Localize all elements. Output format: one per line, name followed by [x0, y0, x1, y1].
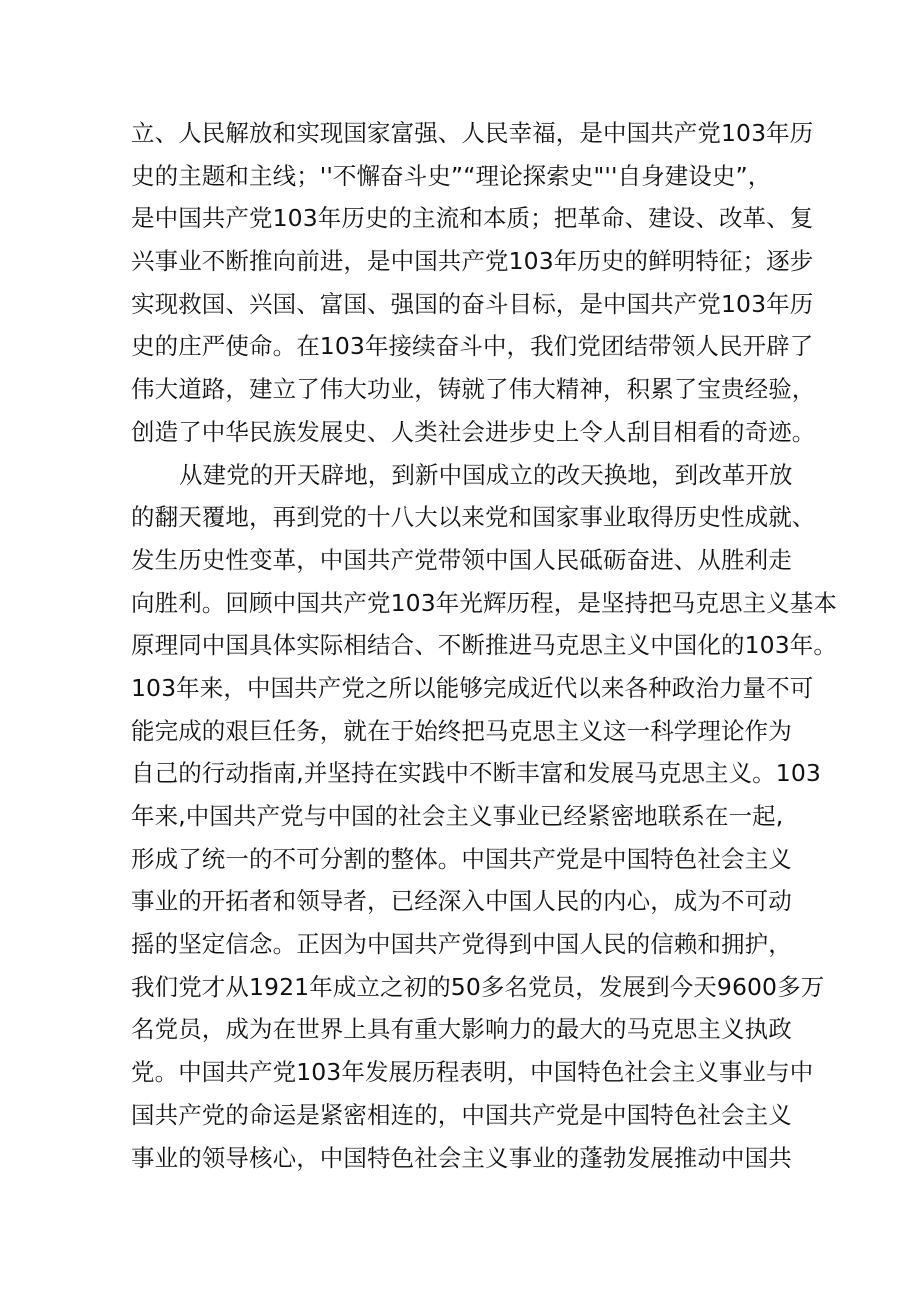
text-line: 史的主题和主线；''不懈奋斗史”“理论探索史"''自身建设史”，	[131, 161, 772, 190]
text-line: 我们党才从1921年成立之初的50多名党员，发展到今天9600多万	[131, 972, 825, 1001]
text-line: 史的庄严使命。在103年接续奋斗中，我们党团结带领人民开辟了	[131, 332, 814, 361]
text-line: 实现救国、兴国、富国、强国的奋斗目标，是中国共产党103年历	[131, 289, 814, 318]
document-body	[131, 112, 837, 1179]
paragraph-1	[131, 112, 816, 454]
text-line: 创造了中华民族发展史、人类社会进步史上令人刮目相看的奇迹。	[131, 417, 816, 446]
text-line: 从建党的开天辟地，到新中国成立的改天换地，到改革开放	[179, 460, 793, 489]
text-line: 形成了统一的不可分割的整体。中国共产党是中国特色社会主义	[131, 844, 792, 873]
text-line: 年来,中国共产党与中国的社会主义事业已经紧密地联系在一起,	[131, 802, 784, 830]
text-line: 原理同中国具体实际相结合、不断推进马克思主义中国化的103年。	[131, 631, 837, 660]
text-line: 兴事业不断推向前进，是中国共产党103年历史的鲜明特征；逐步	[131, 247, 814, 276]
text-line: 事业的开拓者和领导者，已经深入中国人民的内心，成为不可动	[131, 887, 792, 916]
text-line: 是中国共产党103年历史的主流和本质；把革命、建设、改革、复	[131, 204, 814, 233]
paragraph-2	[131, 454, 837, 1180]
text-line: 国共产党的命运是紧密相连的，中国共产党是中国特色社会主义	[131, 1100, 792, 1129]
text-line: 发生历史性变革，中国共产党带领中国人民砥砺奋进、从胜利走	[131, 545, 792, 574]
text-line: 的翻天覆地，再到党的十八大以来党和国家事业取得历史性成就、	[131, 503, 816, 532]
text-line: 伟大道路，建立了伟大功业，铸就了伟大精神，积累了宝贵经验，	[131, 375, 816, 404]
text-line: 向胜利。回顾中国共产党103年光辉历程，是坚持把马克思主义基本	[131, 588, 837, 617]
text-line: 自己的行动指南,并坚持在实践中不断丰富和发展马克思主义。103	[131, 759, 821, 788]
text-line: 党。中国共产党103年发展历程表明，中国特色社会主义事业与中	[131, 1058, 814, 1087]
text-line: 立、人民解放和实现国家富强、人民幸福，是中国共产党103年历	[131, 119, 814, 147]
text-line: 103年来，中国共产党之所以能够完成近代以来各种政治力量不可	[131, 673, 814, 702]
text-line: 能完成的艰巨任务，就在于始终把马克思主义这一科学理论作为	[131, 716, 792, 745]
text-line: 摇的坚定信念。正因为中国共产党得到中国人民的信赖和拥护，	[131, 930, 792, 959]
text-line: 名党员，成为在世界上具有重大影响力的最大的马克思主义执政	[131, 1015, 792, 1044]
text-line: 事业的领导核心，中国特色社会主义事业的蓬勃发展推动中国共	[131, 1143, 792, 1172]
